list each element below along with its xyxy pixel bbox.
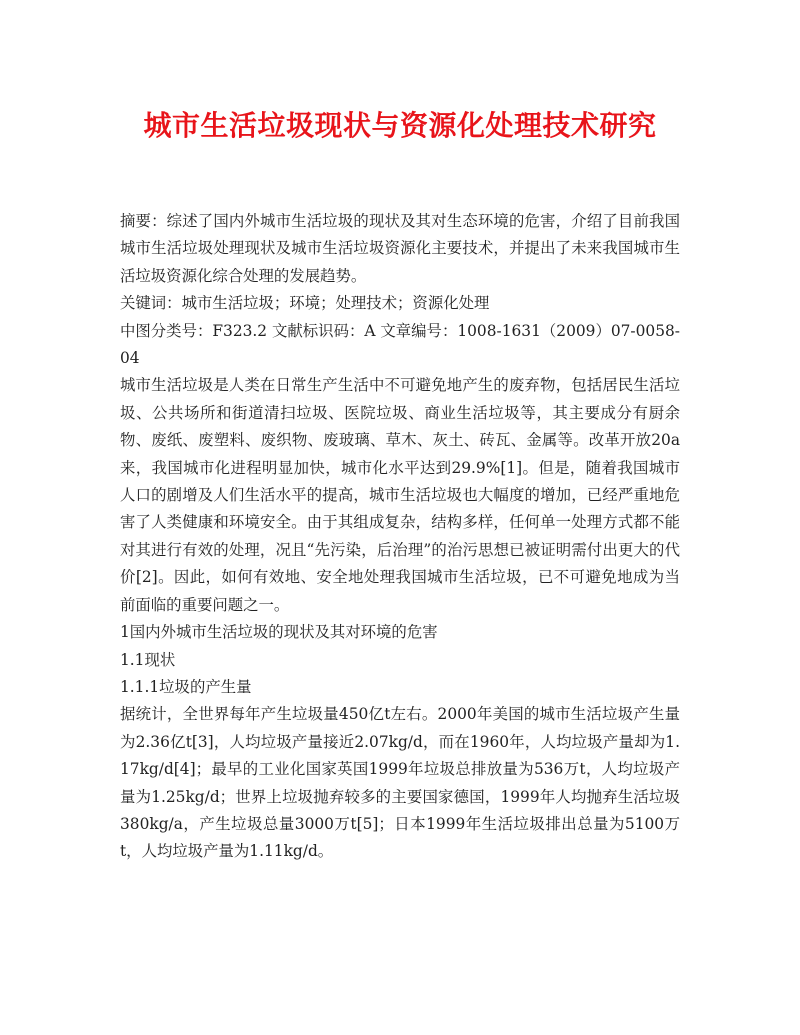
subsection-heading: 1.1现状 <box>120 650 176 669</box>
document-title: 城市生活垃圾现状与资源化处理技术研究 <box>143 109 657 142</box>
intro-paragraph: 城市生活垃圾是人类在日常生产生活中不可避免地产生的废弃物，包括居民生活垃圾、公共场所和街道清扫垃圾、医院垃圾、商业生活垃圾等，其主要成分有厨余物、废纸、废塑料、废织物、废玻璃、草木、灰土、砖瓦、金属等。改革开放20a来，我国城市化进程明显加快，城市化水平达到29.9%[1]。但是，随着我国城市人口的剧增及人们生活水平的提高，城市生活垃圾也大幅度的增加，已经严重地危害了人类健康和环境安全。由于其组成复杂，结构多样，任何单一处理方式都不能对其进行有效的处理，况且“先污染，后治理”的治污思想已被证明需付出更大的代价[2]。因此，如何有效地、安全地处理我国城市生活垃圾，已不可避免地成为当前面临的重要问题之一。 <box>120 376 680 614</box>
statistics-paragraph: 据统计，全世界每年产生垃圾量450亿t左右。2000年美国的城市生活垃圾产生量为2.36亿t[3]，人均垃圾产量接近2.07kg/d，而在1960年，人均垃圾产量却为1.17kg/d[4]；最早的工业化国家英国1999年垃圾总排放量为536万t，人均垃圾产量为1.25kg/d；世界上垃圾抛弃较多的主要国家德国，1999年人均抛弃生活垃圾380kg/a，产生垃圾总量3000万t[5]；日本1999年生活垃圾排出总量为5100万t，人均垃圾产量为1.11kg/d。 <box>120 705 680 861</box>
section-heading: 1国内外城市生活垃圾的现状及其对环境的危害 <box>120 623 438 642</box>
keywords-paragraph: 关键词：城市生活垃圾；环境；处理技术；资源化处理 <box>120 294 490 313</box>
document-body <box>120 208 680 866</box>
abstract-paragraph: 摘要：综述了国内外城市生活垃圾的现状及其对生态环境的危害，介绍了目前我国城市生活垃圾处理现状及城市生活垃圾资源化主要技术，并提出了未来我国城市生活垃圾资源化综合处理的发展趋势。 <box>120 212 680 285</box>
classification-paragraph: 中图分类号：F323.2 文献标识码：A 文章编号：1008-1631（2009）07-0058-04 <box>120 321 680 368</box>
subsubsection-heading: 1.1.1垃圾的产生量 <box>120 677 252 696</box>
